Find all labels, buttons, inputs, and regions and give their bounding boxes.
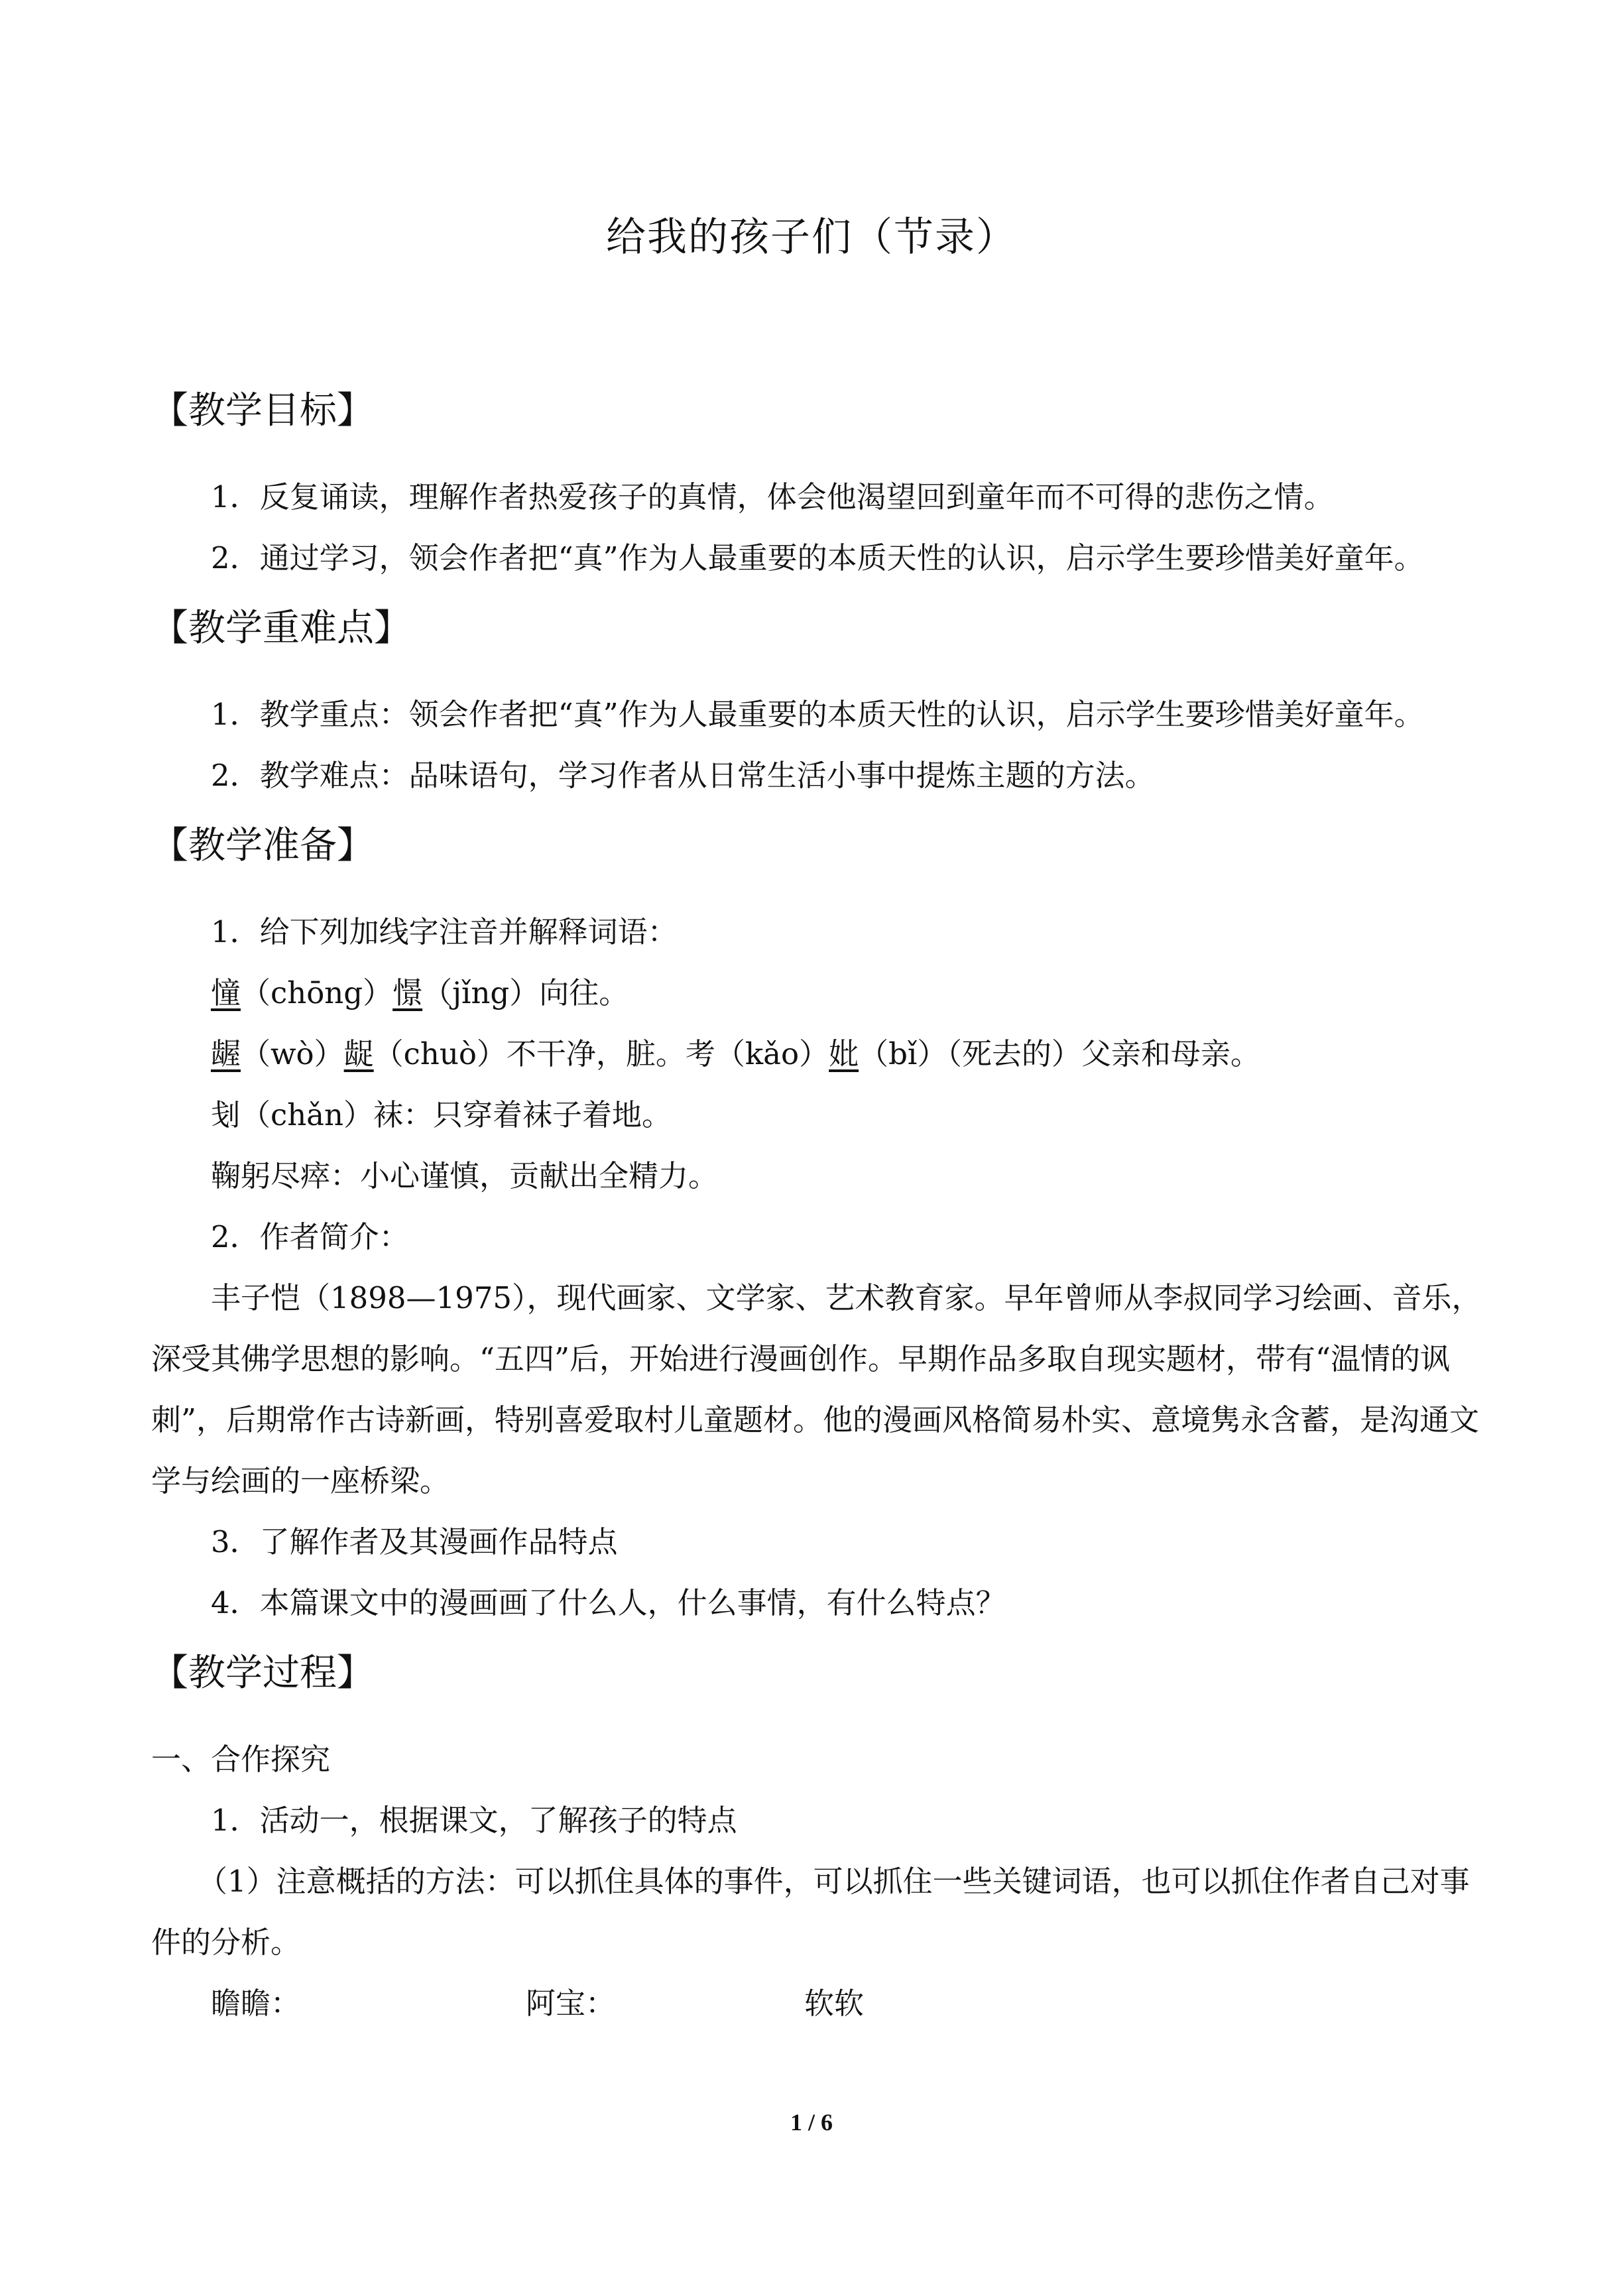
vocab-pinyin: （bǐ）（死去的）父亲和母亲。 (859, 1036, 1260, 1071)
vocab-char: 妣 (829, 1036, 859, 1071)
key-point-item-2: 2．教学难点：品味语句，学习作者从日常生活小事中提炼主题的方法。 (211, 758, 1155, 793)
heading-teaching-goals: 【教学目标】 (151, 389, 374, 432)
activity-1: 1．活动一，根据课文，了解孩子的特点 (211, 1803, 737, 1838)
vocab-pinyin: （jǐng）向往。 (422, 975, 629, 1010)
goal-item-2: 2．通过学习，领会作者把“真”作为人最重要的本质天性的认识，启示学生要珍惜美好童年。 (211, 540, 1424, 575)
vocab-char: 憬 (392, 975, 423, 1010)
activity-1-sub-1: （1）注意概括的方法：可以抓住具体的事件，可以抓住一些关键词语，也可以抓住作者自己对事件的分析。 (151, 1864, 1470, 1960)
preparation-item-2: 2．作者简介： (211, 1219, 409, 1254)
goal-item-1: 1．反复诵读，理解作者热爱孩子的真情，体会他渴望回到童年而不可得的悲伤之情。 (211, 479, 1334, 514)
vocab-pinyin: （wò） (241, 1036, 344, 1071)
preparation-item-3: 3．了解作者及其漫画作品特点 (211, 1524, 618, 1559)
child-names-row (151, 1973, 1484, 2034)
child-name-ruanruan: 软软 (804, 1986, 865, 2021)
document-body (151, 371, 1484, 2034)
vocab-char: 龊 (343, 1036, 374, 1071)
vocab-char: 龌 (211, 1036, 241, 1071)
preparation-item-4: 4．本篇课文中的漫画画了什么人，什么事情，有什么特点？ (211, 1585, 1006, 1620)
vocab-char: 憧 (211, 975, 241, 1010)
vocab-pinyin: （chuò）不干净，脏。考（kǎo） (373, 1036, 829, 1071)
heading-teaching-process: 【教学过程】 (151, 1652, 374, 1695)
document-title: 给我的孩子们（节录） (606, 214, 1017, 261)
vocab-pinyin: （chōng） (241, 975, 393, 1010)
page-number: 1 / 6 (790, 2109, 833, 2136)
heading-key-points: 【教学重难点】 (151, 607, 411, 650)
vocab-line-4: 鞠躬尽瘁：小心谨慎，贡献出全精力。 (211, 1158, 719, 1193)
child-name-zhanzhan: 瞻瞻： (211, 1986, 301, 2021)
heading-preparation: 【教学准备】 (151, 824, 374, 867)
vocab-line-2 (151, 1024, 1484, 1085)
vocab-line-3: 刬（chǎn）袜：只穿着袜子着地。 (211, 1097, 672, 1132)
process-part-1: 一、合作探究 (151, 1742, 331, 1777)
vocab-line-1 (151, 963, 1484, 1024)
author-bio: 丰子恺（1898—1975），现代画家、文学家、艺术教育家。早年曾师从李叔同学习绘画、音乐，深受其佛学思想的影响。“五四”后，开始进行漫画创作。早期作品多取自现实题材，带有“温情的讽刺”，后期常作古诗新画，特别喜爱取村儿童题材。他的漫画风格简易朴实、意境隽永含蓄，是沟通文学与绘画的一座桥梁。 (151, 1280, 1482, 1498)
child-name-abao: 阿宝： (526, 1986, 616, 2021)
preparation-item-1: 1．给下列加线字注音并解释词语： (211, 914, 678, 949)
key-point-item-1: 1．教学重点：领会作者把“真”作为人最重要的本质天性的认识，启示学生要珍惜美好童年。 (211, 697, 1424, 732)
